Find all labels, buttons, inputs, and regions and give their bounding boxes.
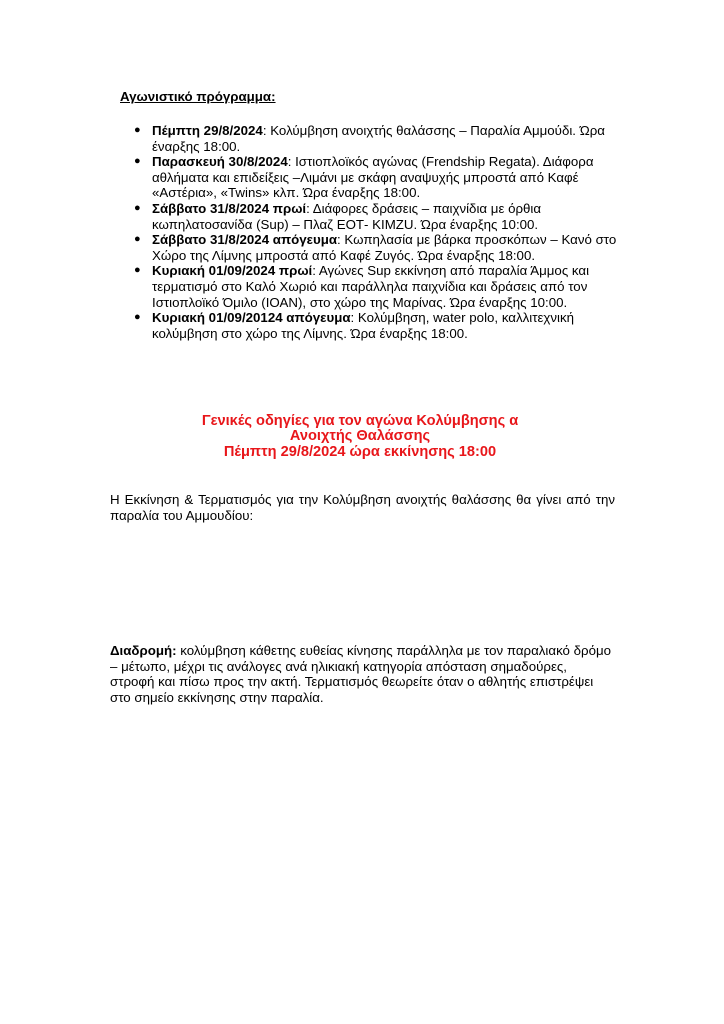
- heading-line-1: Γενικές οδηγίες για τον αγώνα Κολύμβησης α: [201, 413, 519, 429]
- route-paragraph: [110, 643, 615, 705]
- heading-line-2: Ανοιχτής Θαλάσσης: [289, 428, 431, 445]
- schedule-item: [134, 263, 632, 310]
- schedule-item: [134, 154, 632, 201]
- schedule-item-text: : Διάφορες δράσεις – παιχνίδια με όρθια κωπηλατοσανίδα (Sup) – Πλαζ ΕΟΤ- KIMZU. Ώρα έναρξης 10:00.: [152, 200, 542, 232]
- bullet-icon: ●: [134, 201, 141, 214]
- schedule-item-date: Σάββατο 31/8/2024 απόγευμα: [152, 232, 338, 248]
- bullet-icon: ●: [134, 124, 141, 136]
- schedule-item-text: : Κωπηλασία με βάρκα προσκόπων – Κανό στο Χώρο της Λίμνης μπροστά από Καφέ Ζυγός. Ώρα έναρξης 18:00.: [152, 232, 617, 263]
- section-title: Αγωνιστικό πρόγραμμα:: [120, 89, 276, 104]
- schedule-item-text: : Αγώνες Sup εκκίνηση από παραλία Άμμος και τερματισμό στο Καλό Χωριό και παράλληλα παιχνίδια και δράσεις από τον Ιστιοπλοϊκό Όμιλο (ΙΟΑΝ), στο χώρο της Μαρίνας. Ώρα έναρξης 10:00.: [152, 263, 590, 310]
- bullet-icon: ●: [134, 155, 141, 168]
- schedule-item: [134, 200, 632, 232]
- schedule-item-date: Παρασκευή 30/8/2024: [152, 154, 288, 170]
- schedule-item: [134, 123, 632, 154]
- route-label: Διαδρομή:: [110, 643, 177, 658]
- schedule-item-text: : Κολύμβηση, water polo, καλλιτεχνική κολύμβηση στο χώρο της Λίμνης. Ώρα έναρξης 18:00.: [152, 310, 575, 341]
- bullet-icon: ●: [134, 233, 141, 246]
- schedule-item-date: Πέμπτη 29/8/2024: [152, 123, 263, 138]
- schedule-list: [127, 123, 632, 341]
- schedule-item-date: Κυριακή 01/09/20124 απόγευμα: [152, 310, 351, 326]
- schedule-item: [134, 232, 632, 263]
- schedule-item-date: Σάββατο 31/8/2024 πρωί: [152, 200, 307, 216]
- heading-line-3: Πέμπτη 29/8/2024 ώρα εκκίνησης 18:00: [223, 443, 497, 460]
- schedule-item: [134, 310, 632, 341]
- schedule-item-text: : Ιστιοπλοϊκός αγώνας (Frendship Regata). Διάφορα αθλήματα και επιδείξεις –Λιμάνι με σκάφη αναψυχής μπροστά από Καφέ «Αστέρια», «Twins» κλπ. Ώρα έναρξης 18:00.: [152, 154, 594, 201]
- route-text: κολύμβηση κάθετης ευθείας κίνησης παράλληλα με τον παραλιακό δρόμο – μέτωπο, μέχρι τις ανάλογες ανά ηλικιακή κατηγορία απόσταση σημαδούρες, στροφή και πίσω προς την ακτή. Τερματισμός θεωρείτε όταν ο αθλητής επιστρέψει στο σημείο εκκίνησης στην παραλία.: [110, 643, 612, 705]
- start-finish-paragraph: Η Εκκίνηση & Τερματισμός για την Κολύμβηση ανοιχτής θαλάσσης θα γίνει από την παραλία του Αμμουδίου:: [110, 492, 615, 523]
- schedule-item-date: Κυριακή 01/09/2024 πρωί: [152, 263, 313, 279]
- schedule-item-text: : Κολύμβηση ανοιχτής θαλάσσης – Παραλία Αμμούδι. Ώρα έναρξης 18:00.: [152, 123, 605, 154]
- swim-instructions-heading: [150, 414, 570, 460]
- bullet-icon: ●: [134, 311, 141, 324]
- bullet-icon: ●: [134, 264, 141, 277]
